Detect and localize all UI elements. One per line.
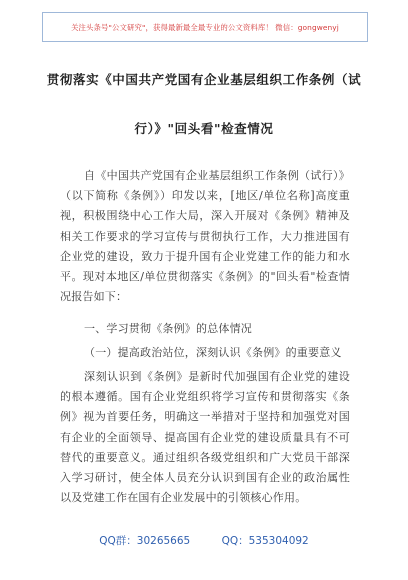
document-title-line-2: 行）》"回头看"检查情况 xyxy=(134,121,274,136)
footer-qq-contact: QQ：535304092 xyxy=(221,535,309,547)
section-heading: 一、学习贯彻《条例》的总体情况 xyxy=(84,322,252,335)
footer-qq-group: QQ群：30265665 xyxy=(99,535,191,547)
document-title-line-1: 贯彻落实《中国共产党国有企业基层组织工作条例（试 xyxy=(46,72,362,87)
banner-text: 关注头条号"公文研究"，获得最新最全最专业的公文资料库！ 微信：gongwenyj xyxy=(71,22,339,32)
top-banner xyxy=(42,12,368,42)
body-paragraph: 深刻认识到《条例》是新时代加强国有企业党的建设的根本遵循。国有企业党组织将学习宣传和贯彻落实《条例》视为首要任务，明确这一举措对于坚持和加强党对国有企业的全面领导、提高国有企业党的建设质量具有不可替代的重要意义。通过组织各级党组织和广大党员干部深入学习研讨，使全体人员充分认识到国有企业的政治属性以及党建工作在国有企业发展中的引领核心作用。 xyxy=(60,370,350,505)
subsection-heading: （一）提高政治站位，深刻认识《条例》的重要意义 xyxy=(84,346,342,359)
intro-paragraph: 自《中国共产党国有企业基层组织工作条例（试行）》（以下简称《条例》）印发以来，[地区/单位名称]高度重视，积极围绕中心工作大局，深入开展对《条例》精神及相关工作要求的学习宣传与贯彻执行工作，大力推进国有企业党的建设，致力于提升国有企业党建工作的能力和水平。现对本地区/单位贯彻落实《条例》的"回头看"检查情况报告如下： xyxy=(60,169,350,304)
page-footer xyxy=(0,533,408,548)
